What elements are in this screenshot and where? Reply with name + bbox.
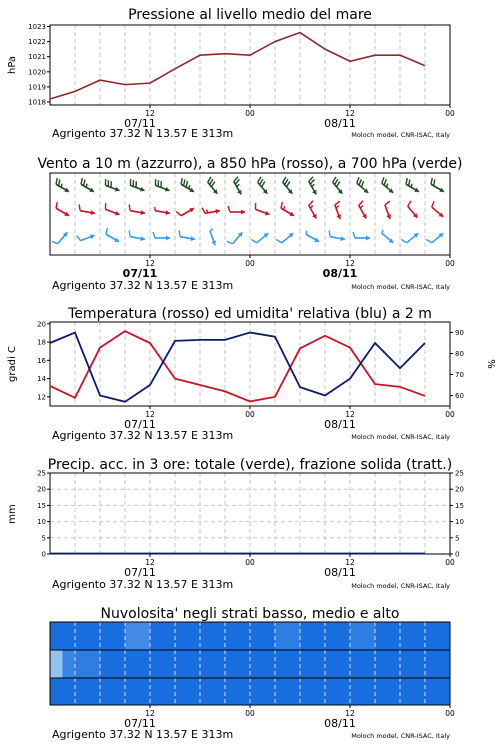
wind-barb-feather	[189, 185, 190, 189]
model-credit: Moloch model, CNR-ISAC, Italy	[351, 732, 450, 740]
wind-barb	[181, 178, 194, 192]
pressure-ylabel: hPa	[7, 56, 18, 74]
cloud-cell	[325, 622, 350, 650]
wind-barb-feather	[283, 177, 286, 182]
temperature-title: Temperatura (rosso) ed umidita' relativa (blu) a 2 m	[67, 306, 432, 322]
wind-barb	[227, 232, 243, 243]
wind-barb-feather	[337, 181, 340, 186]
cloud-cell	[75, 678, 100, 705]
date-label: 08/11	[323, 267, 358, 280]
wind-barb-feather	[86, 184, 87, 188]
y-right-tick-label: 80	[455, 350, 464, 358]
wind-barb	[105, 179, 119, 191]
cloud-cell	[400, 678, 425, 705]
y-right-tick-label: 10	[455, 518, 464, 526]
wind-barb	[309, 201, 317, 219]
precip-panel	[7, 457, 464, 591]
cloud-cell	[250, 650, 275, 678]
x-tick-label: 00	[445, 259, 455, 268]
wind-barb-feather	[129, 204, 130, 210]
date-label: 07/11	[124, 566, 156, 579]
pressure-plot-frame	[50, 25, 450, 105]
wind-barb	[431, 178, 444, 192]
wind-barb-feather	[335, 179, 338, 184]
date-label: 07/11	[124, 717, 156, 730]
y-right-tick-label: 15	[455, 502, 464, 510]
wind-barb-arrowhead	[166, 236, 170, 241]
wind-barb-feather	[431, 178, 432, 184]
cloud-cell	[150, 678, 175, 705]
cloud-cell	[63, 650, 76, 678]
x-tick-label: 12	[145, 109, 155, 118]
wind-barb-feather	[258, 177, 261, 182]
wind-barb	[432, 201, 443, 217]
wind-barb	[210, 229, 216, 245]
cloud-cell	[175, 650, 200, 678]
wind-plot-frame	[50, 173, 450, 255]
cloud-cell	[200, 650, 225, 678]
wind-barb-feather	[382, 230, 383, 233]
wind-barb-feather	[281, 202, 282, 208]
location-text: Agrigento 37.32 N 13.57 E 313m	[52, 728, 233, 741]
y-tick-label: 1020	[28, 68, 46, 76]
wind-barb	[155, 207, 170, 215]
wind-barb	[283, 177, 293, 194]
location-text: Agrigento 37.32 N 13.57 E 313m	[52, 279, 233, 292]
wind-barb-feather	[357, 177, 359, 183]
wind-barb	[306, 231, 319, 242]
x-tick-label: 00	[445, 109, 455, 118]
wind-barb-feather	[251, 240, 256, 243]
wind-barb-feather	[385, 201, 390, 205]
wind-barb-feather	[84, 180, 85, 186]
clouds-title: Nuvolosita' negli strati basso, medio e alto	[101, 606, 400, 622]
y-tick-label: 0	[42, 551, 46, 559]
wind-barb	[234, 177, 242, 195]
wind-barb-feather	[384, 179, 386, 185]
wind-barb-feather	[382, 177, 384, 183]
wind-barb-feather	[310, 205, 313, 208]
pressure-panel	[7, 7, 455, 140]
cloud-cell	[375, 622, 400, 650]
cloud-cell	[325, 650, 350, 678]
wind-barb-feather	[210, 229, 213, 231]
precip-ylabel: mm	[7, 504, 18, 523]
wind-barb	[333, 177, 343, 194]
wind-barb-feather	[312, 184, 315, 187]
wind-barb-feather	[285, 179, 288, 184]
x-tick-label: 00	[245, 410, 255, 419]
x-tick-label: 00	[445, 410, 455, 419]
wind-title: Vento a 10 m (azzurro), a 850 hPa (rosso), a 700 hPa (verde)	[37, 156, 462, 172]
y-right-tick-label: 70	[455, 371, 464, 379]
cloud-cell	[425, 622, 450, 650]
wind-barb	[56, 202, 69, 216]
y-right-tick-label: 60	[455, 392, 464, 400]
wind-barb-feather	[262, 181, 265, 186]
wind-barb-feather	[181, 178, 182, 184]
model-credit: Moloch model, CNR-ISAC, Italy	[351, 433, 450, 441]
wind-barb-feather	[212, 181, 215, 186]
wind-barb	[281, 202, 294, 216]
temperature-panel	[7, 306, 496, 442]
wind-barb-feather	[408, 201, 411, 206]
wind-barb-feather	[59, 180, 60, 186]
wind-barb-feather	[411, 184, 412, 188]
y-tick-label: 25	[37, 470, 46, 478]
humidity-ylabel: %	[485, 359, 496, 369]
wind-barb-feather	[56, 178, 57, 184]
wind-barb-feather	[186, 181, 187, 187]
cloud-cell	[200, 678, 225, 705]
wind-barb-feather	[56, 202, 57, 208]
wind-barb	[309, 177, 317, 195]
precip-title: Precip. acc. in 3 ore: totale (verde), frazione solida (tratt.)	[48, 457, 452, 473]
wind-barb-feather	[106, 228, 107, 234]
wind-barb	[79, 204, 95, 215]
y-right-tick-label: 25	[455, 470, 464, 478]
wind-barb-feather	[401, 240, 406, 243]
wind-barb-feather	[306, 231, 307, 235]
temperature-line	[50, 331, 425, 401]
model-credit: Moloch model, CNR-ISAC, Italy	[351, 131, 450, 139]
wind-barb	[426, 233, 443, 243]
cloud-cell	[150, 622, 175, 650]
precip-plot-frame	[50, 473, 450, 554]
cloud-cell	[400, 622, 425, 650]
x-tick-label: 00	[445, 709, 455, 718]
wind-barb	[129, 230, 145, 241]
wind-barb	[353, 232, 370, 241]
cloud-cell	[75, 650, 100, 678]
cloud-cell	[275, 622, 300, 650]
wind-barb-feather	[208, 177, 211, 182]
x-tick-label: 12	[345, 109, 355, 118]
wind-barb	[202, 208, 220, 214]
wind-barb-feather	[309, 201, 313, 206]
location-text: Agrigento 37.32 N 13.57 E 313m	[52, 429, 233, 442]
x-tick-label: 12	[145, 410, 155, 419]
cloud-cell	[125, 650, 150, 678]
x-tick-label: 12	[145, 709, 155, 718]
wind-barb-feather	[81, 178, 82, 184]
wind-barb	[359, 201, 367, 219]
x-tick-label: 12	[345, 410, 355, 419]
wind-barb	[105, 203, 119, 215]
model-credit: Moloch model, CNR-ISAC, Italy	[351, 283, 450, 291]
x-tick-label: 12	[345, 259, 355, 268]
wind-barb	[251, 233, 268, 243]
y-right-tick-label: 90	[455, 329, 464, 337]
y-tick-label: 10	[37, 518, 46, 526]
clouds-panel	[50, 606, 455, 741]
x-tick-label: 00	[245, 109, 255, 118]
wind-barb	[329, 230, 345, 241]
cloud-cell	[75, 622, 100, 650]
cloud-cell	[300, 622, 325, 650]
wind-barb	[406, 178, 419, 192]
wind-barb	[335, 201, 341, 219]
wind-barb-feather	[361, 181, 363, 187]
location-text: Agrigento 37.32 N 13.57 E 313m	[52, 127, 233, 140]
wind-barb-feather	[79, 204, 80, 210]
wind-barb-feather	[179, 230, 180, 236]
wind-barb-arrowhead	[366, 236, 370, 241]
cloud-cell	[375, 678, 400, 705]
x-tick-label: 12	[345, 709, 355, 718]
y-tick-label: 20	[37, 320, 46, 328]
wind-barb-feather	[237, 184, 240, 187]
wind-barb-feather	[333, 177, 336, 182]
cloud-cell	[300, 650, 325, 678]
date-label: 07/11	[124, 418, 156, 431]
x-tick-label: 00	[445, 558, 455, 567]
y-right-tick-label: 20	[455, 486, 464, 494]
cloud-cell	[300, 678, 325, 705]
wind-barb	[179, 230, 195, 241]
wind-barb-feather	[176, 212, 181, 216]
cloud-cell	[100, 650, 125, 678]
cloud-cell	[375, 650, 400, 678]
y-tick-label: 18	[37, 339, 46, 347]
x-tick-label: 00	[245, 259, 255, 268]
cloud-cell	[100, 622, 125, 650]
y-tick-label: 1019	[28, 83, 46, 91]
x-tick-label: 00	[245, 709, 255, 718]
x-tick-label: 12	[145, 558, 155, 567]
wind-barb	[81, 178, 94, 192]
cloud-cell	[50, 650, 63, 678]
wind-barb	[401, 233, 418, 243]
wind-barb-feather	[432, 201, 434, 207]
wind-barb	[382, 230, 393, 243]
cloud-cell	[350, 622, 375, 650]
y-tick-label: 1023	[28, 23, 46, 31]
wind-barb-feather	[202, 208, 205, 214]
cloud-cell	[175, 678, 200, 705]
wind-barb	[382, 177, 393, 193]
date-label: 08/11	[324, 418, 356, 431]
date-label: 08/11	[324, 717, 356, 730]
date-label: 07/11	[123, 267, 158, 280]
wind-barb-feather	[228, 206, 230, 212]
wind-barb-feather	[129, 230, 130, 236]
cloud-cell	[250, 622, 275, 650]
wind-barb	[255, 203, 269, 215]
x-tick-label: 12	[345, 558, 355, 567]
wind-barb-feather	[210, 179, 213, 184]
wind-barb-feather	[287, 181, 290, 186]
cloud-cell	[50, 678, 75, 705]
cloud-cell	[400, 650, 425, 678]
y-tick-label: 14	[37, 375, 46, 383]
wind-barb-feather	[227, 241, 233, 243]
cloud-cell	[200, 622, 225, 650]
wind-barb-feather	[61, 184, 62, 188]
y-right-tick-label: 0	[455, 551, 459, 559]
y-tick-label: 5	[42, 534, 46, 542]
wind-barb-feather	[260, 179, 263, 184]
y-tick-label: 20	[37, 486, 46, 494]
wind-barb-feather	[434, 180, 435, 186]
y-tick-label: 1021	[28, 53, 46, 61]
x-tick-label: 12	[145, 259, 155, 268]
wind-barb	[56, 178, 69, 192]
wind-barb	[153, 232, 170, 241]
y-tick-label: 15	[37, 502, 46, 510]
wind-barb	[228, 206, 245, 215]
wind-barb	[385, 201, 391, 219]
cloud-cell	[100, 678, 125, 705]
temperature-ylabel: gradi C	[7, 346, 18, 382]
wind-barb-feather	[359, 179, 361, 185]
cloud-cell	[225, 650, 250, 678]
wind-barb	[52, 232, 68, 243]
model-credit: Moloch model, CNR-ISAC, Italy	[351, 582, 450, 590]
wind-barb-feather	[335, 201, 340, 205]
wind-barb	[106, 228, 119, 242]
cloud-cell	[225, 678, 250, 705]
location-text: Agrigento 37.32 N 13.57 E 313m	[52, 578, 233, 591]
wind-barb	[258, 177, 268, 194]
wind-barb-feather	[406, 178, 407, 184]
y-tick-label: 12	[37, 393, 46, 401]
x-tick-label: 00	[245, 558, 255, 567]
cloud-cell	[150, 650, 175, 678]
wind-barb-feather	[184, 180, 185, 186]
wind-barb-feather	[276, 240, 281, 243]
cloud-cell	[125, 622, 150, 650]
wind-barb-feather	[284, 206, 285, 210]
cloud-cell	[425, 650, 450, 678]
cloud-cell	[350, 678, 375, 705]
wind-panel	[37, 156, 462, 292]
wind-barb	[130, 179, 144, 191]
y-tick-label: 16	[37, 357, 46, 365]
wind-barb	[208, 177, 218, 194]
y-right-tick-label: 5	[455, 534, 459, 542]
wind-barb-feather	[360, 205, 363, 208]
wind-barb-feather	[359, 201, 363, 206]
wind-barb-feather	[386, 184, 387, 187]
y-tick-label: 1022	[28, 38, 46, 46]
cloud-cell	[50, 622, 75, 650]
wind-barb-feather	[52, 241, 58, 243]
wind-barb-feather	[153, 232, 155, 238]
pressure-line	[50, 33, 425, 99]
cloud-cell	[425, 678, 450, 705]
cloud-cell	[250, 678, 275, 705]
y-tick-label: 1018	[28, 98, 46, 106]
cloud-cell	[175, 622, 200, 650]
wind-barb	[77, 234, 95, 240]
cloud-cell	[225, 622, 250, 650]
cloud-cell	[275, 650, 300, 678]
date-label: 08/11	[324, 117, 356, 130]
wind-barb	[129, 204, 145, 215]
wind-barb	[408, 201, 418, 218]
wind-barb	[155, 179, 169, 191]
date-label: 08/11	[324, 566, 356, 579]
wind-barb-arrowhead	[241, 210, 245, 215]
date-label: 07/11	[124, 117, 156, 130]
wind-barb-feather	[353, 232, 355, 238]
wind-barb	[357, 177, 368, 193]
wind-barb-feather	[329, 230, 330, 236]
pressure-title: Pressione al livello medio del mare	[128, 7, 372, 23]
cloud-cell	[275, 678, 300, 705]
wind-barb-feather	[336, 206, 339, 208]
cloud-cell	[325, 678, 350, 705]
cloud-cell	[125, 678, 150, 705]
wind-barb	[176, 208, 194, 216]
wind-barb-feather	[426, 240, 431, 243]
wind-barb-feather	[77, 236, 81, 241]
wind-barb	[276, 233, 293, 243]
wind-barb-feather	[409, 180, 410, 186]
cloud-cell	[350, 650, 375, 678]
